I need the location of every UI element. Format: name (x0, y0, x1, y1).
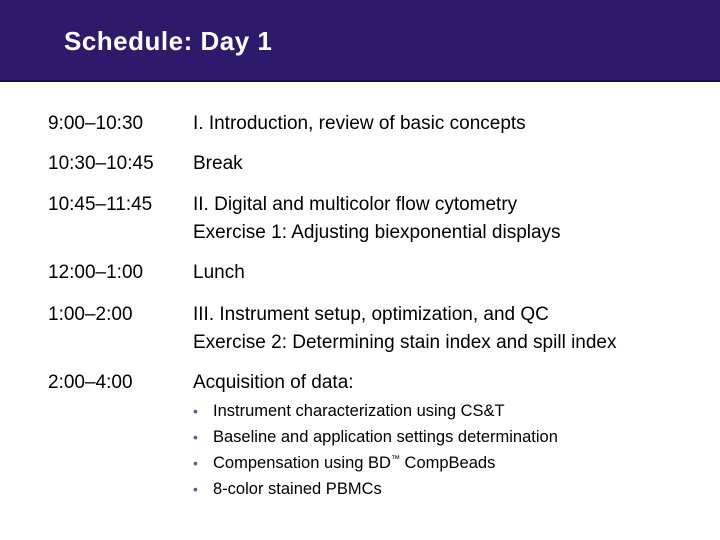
slide-title: Schedule: Day 1 (64, 26, 273, 56)
bullet-dot: • (193, 429, 198, 445)
bullet-item (193, 398, 558, 424)
trademark-symbol: ™ (390, 453, 400, 464)
bullet-dot: • (193, 481, 198, 497)
bullet-text: 8-color stained PBMCs (213, 480, 382, 498)
bullet-text-pre: Compensation using BD (213, 454, 391, 472)
activity-line: I. Introduction, review of basic concepts (193, 113, 526, 134)
schedule-activity (193, 150, 243, 178)
activity-line: Lunch (193, 262, 245, 283)
bullet-text: Baseline and application settings determination (213, 428, 558, 446)
activity-line: II. Digital and multicolor flow cytometry (193, 194, 518, 215)
schedule-activity (193, 369, 354, 397)
schedule-time: 10:45–11:45 (48, 194, 153, 215)
schedule-time: 9:00–10:30 (48, 113, 144, 134)
activity-line: Acquisition of data: (193, 372, 354, 393)
activity-line: Exercise 2: Determining stain index and spill index (193, 332, 617, 353)
bullet-dot: • (193, 455, 198, 471)
schedule-time: 12:00–1:00 (48, 262, 144, 283)
bullet-text-post: CompBeads (399, 454, 496, 472)
bullet-item (193, 424, 558, 450)
title-bar (0, 0, 720, 82)
schedule-activity (193, 191, 561, 247)
bullet-text: Instrument characterization using CS&T (213, 402, 505, 420)
schedule-time: 10:30–10:45 (48, 153, 154, 174)
schedule-time: 1:00–2:00 (48, 304, 133, 325)
bullet-item (193, 476, 558, 502)
bullet-text (213, 454, 495, 472)
acquisition-bullet-list (193, 398, 558, 502)
schedule-activity (193, 110, 526, 138)
bullet-item (193, 450, 558, 476)
activity-line: III. Instrument setup, optimization, and QC (193, 304, 549, 325)
schedule-time: 2:00–4:00 (48, 372, 133, 393)
schedule-activity (193, 301, 617, 357)
activity-line: Exercise 1: Adjusting biexponential displays (193, 222, 561, 243)
bullet-dot: • (193, 403, 198, 419)
activity-line: Break (193, 153, 243, 174)
schedule-activity (193, 259, 245, 287)
